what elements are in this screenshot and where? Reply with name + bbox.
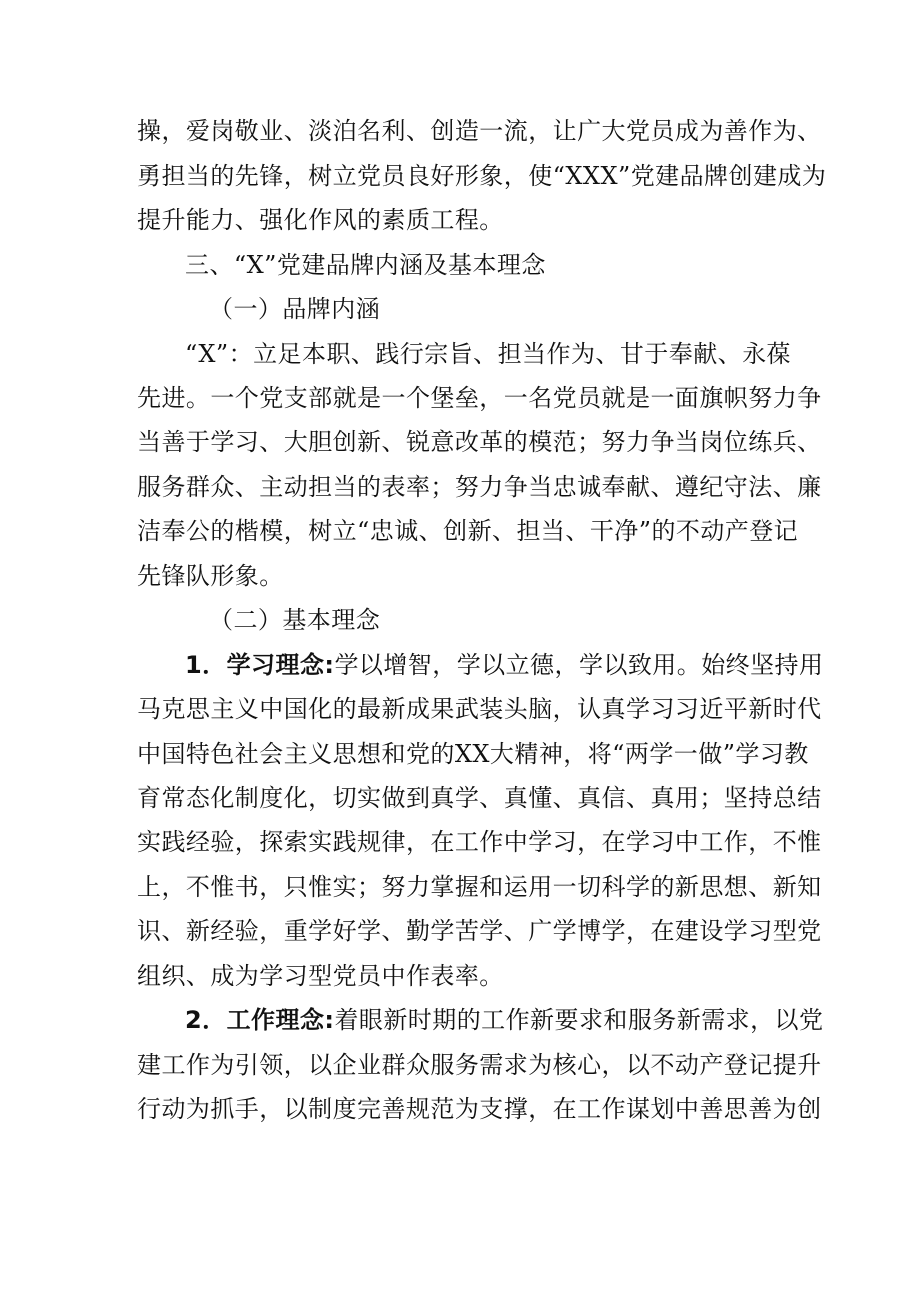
paragraph-line: 当善于学习、大胆创新、锐意改革的模范；努力争当岗位练兵、 [137,428,822,456]
paragraph-line [185,650,845,680]
paragraph-line: 提升能力、强化作风的素质工程。 [137,206,504,234]
paragraph-line: 洁奉公的楷模，树立“忠诚、创新、担当、干净”的不动产登记 [137,517,799,545]
subsection-heading: （二）基本理念 [209,606,381,634]
paragraph-line: 服务群众、主动担当的表率；努力争当忠诚奉献、遵纪守法、廉 [137,473,822,501]
point-text: 学以增智，学以立德，学以致用。始终坚持用 [334,651,824,679]
point-label: 2．工作理念: [185,1006,335,1034]
point-label: 1．学习理念: [185,651,335,679]
point-text: 着眼新时期的工作新要求和服务新需求，以党 [334,1006,824,1034]
paragraph-line: 勇担当的先锋，树立党员良好形象，使“XXX”党建品牌创建成为 [137,162,827,190]
paragraph-line: 先锋队形象。 [137,562,284,590]
paragraph-line: 上，不惟书，只惟实；努力掌握和运用一切科学的新思想、新知 [137,873,822,901]
paragraph-line: “X”：立足本职、践行宗旨、担当作为、甘于奉献、永葆 [185,340,791,368]
paragraph-line: 识、新经验，重学好学、勤学苦学、广学博学，在建设学习型党 [137,917,822,945]
paragraph-line: 中国特色社会主义思想和党的XX大精神，将“两学一做”学习教 [137,740,809,768]
paragraph-line: 育常态化制度化，切实做到真学、真懂、真信、真用；坚持总结 [137,784,822,812]
subsection-heading: （一）品牌内涵 [209,295,381,323]
paragraph-line: 操，爱岗敬业、淡泊名利、创造一流，让广大党员成为善作为、 [137,117,822,145]
paragraph-line: 实践经验，探索实践规律，在工作中学习，在学习中工作，不惟 [137,828,822,856]
paragraph-line: 马克思主义中国化的最新成果武装头脑，认真学习习近平新时代 [137,695,822,723]
section-heading: 三、“X”党建品牌内涵及基本理念 [185,251,546,279]
paragraph-line [185,1005,845,1035]
paragraph-line: 组织、成为学习型党员中作表率。 [137,962,504,990]
paragraph-line: 建工作为引领，以企业群众服务需求为核心，以不动产登记提升 [137,1051,822,1079]
paragraph-line: 先进。一个党支部就是一个堡垒，一名党员就是一面旗帜努力争 [137,384,822,412]
paragraph-line: 行动为抓手，以制度完善规范为支撑，在工作谋划中善思善为创 [137,1095,822,1123]
